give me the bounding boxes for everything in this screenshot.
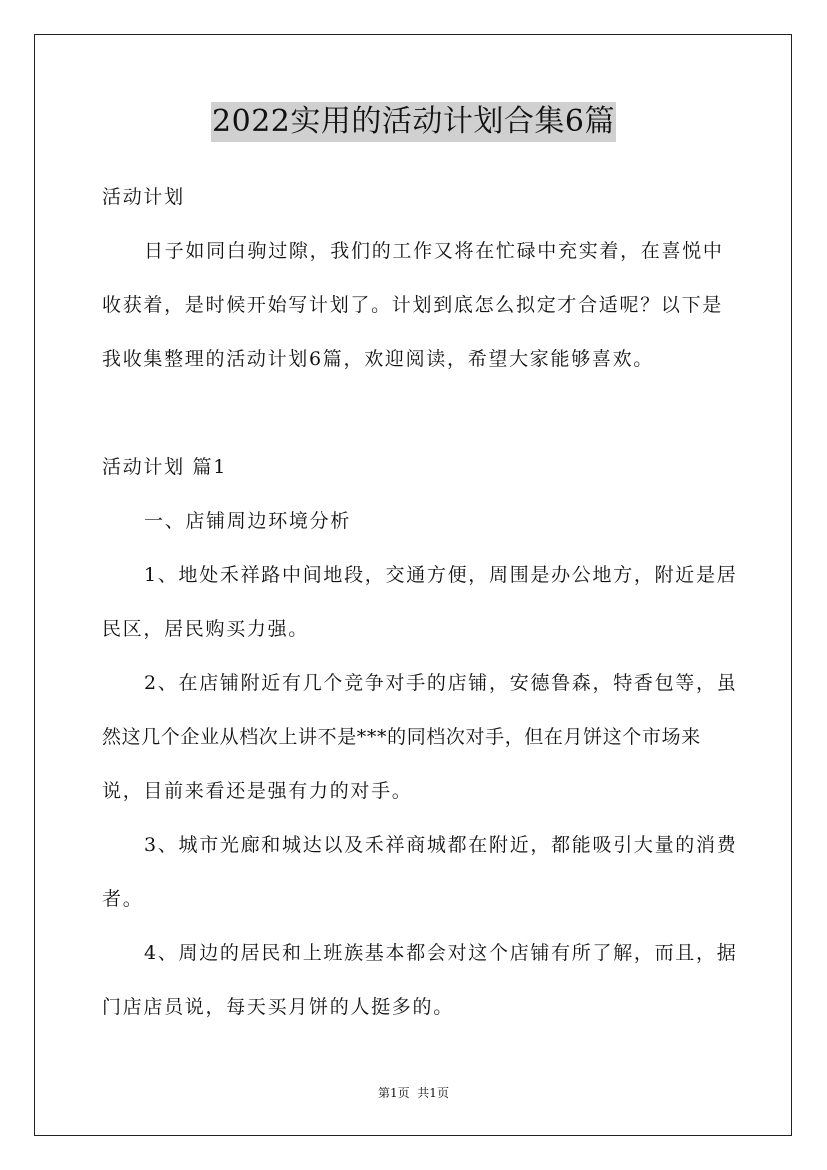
page-footer: 第1页 共1页 [378,1086,449,1100]
body-line: 门店店员说，每天买月饼的人挺多的。 [102,996,454,1018]
body-line: 然这几个企业从档次上讲不是***的同档次对手，但在月饼这个市场来 [102,726,701,748]
body-line: 4、周边的居民和上班族基本都会对这个店铺有所了解，而且，据 [144,942,738,964]
heading: 活动计划 [102,186,185,208]
body-line: 民区，居民购买力强。 [102,618,310,640]
document-title: 2022实用的活动计划合集6篇 [211,102,616,142]
section-heading: 活动计划 篇1 [102,456,228,478]
intro-line: 我收集整理的活动计划6篇，欢迎阅读，希望大家能够喜欢。 [102,348,654,370]
intro-line: 收获着，是时候开始写计划了。计划到底怎么拟定才合适呢？以下是 [102,294,724,316]
body-line: 3、城市光廊和城达以及禾祥商城都在附近，都能吸引大量的消费 [144,834,738,856]
body-line: 说，目前来看还是强有力的对手。 [102,780,413,802]
body-line: 2、在店铺附近有几个竞争对手的店铺，安德鲁森，特香包等，虽 [144,672,738,694]
intro-line: 日子如同白驹过隙，我们的工作又将在忙碌中充实着，在喜悦中 [144,240,724,262]
body-line: 1、地处禾祥路中间地段，交通方便，周围是办公地方，附近是居 [144,564,738,586]
title-container [0,102,827,142]
sub-heading: 一、店铺周边环境分析 [144,510,352,532]
body-line: 者。 [102,888,144,910]
